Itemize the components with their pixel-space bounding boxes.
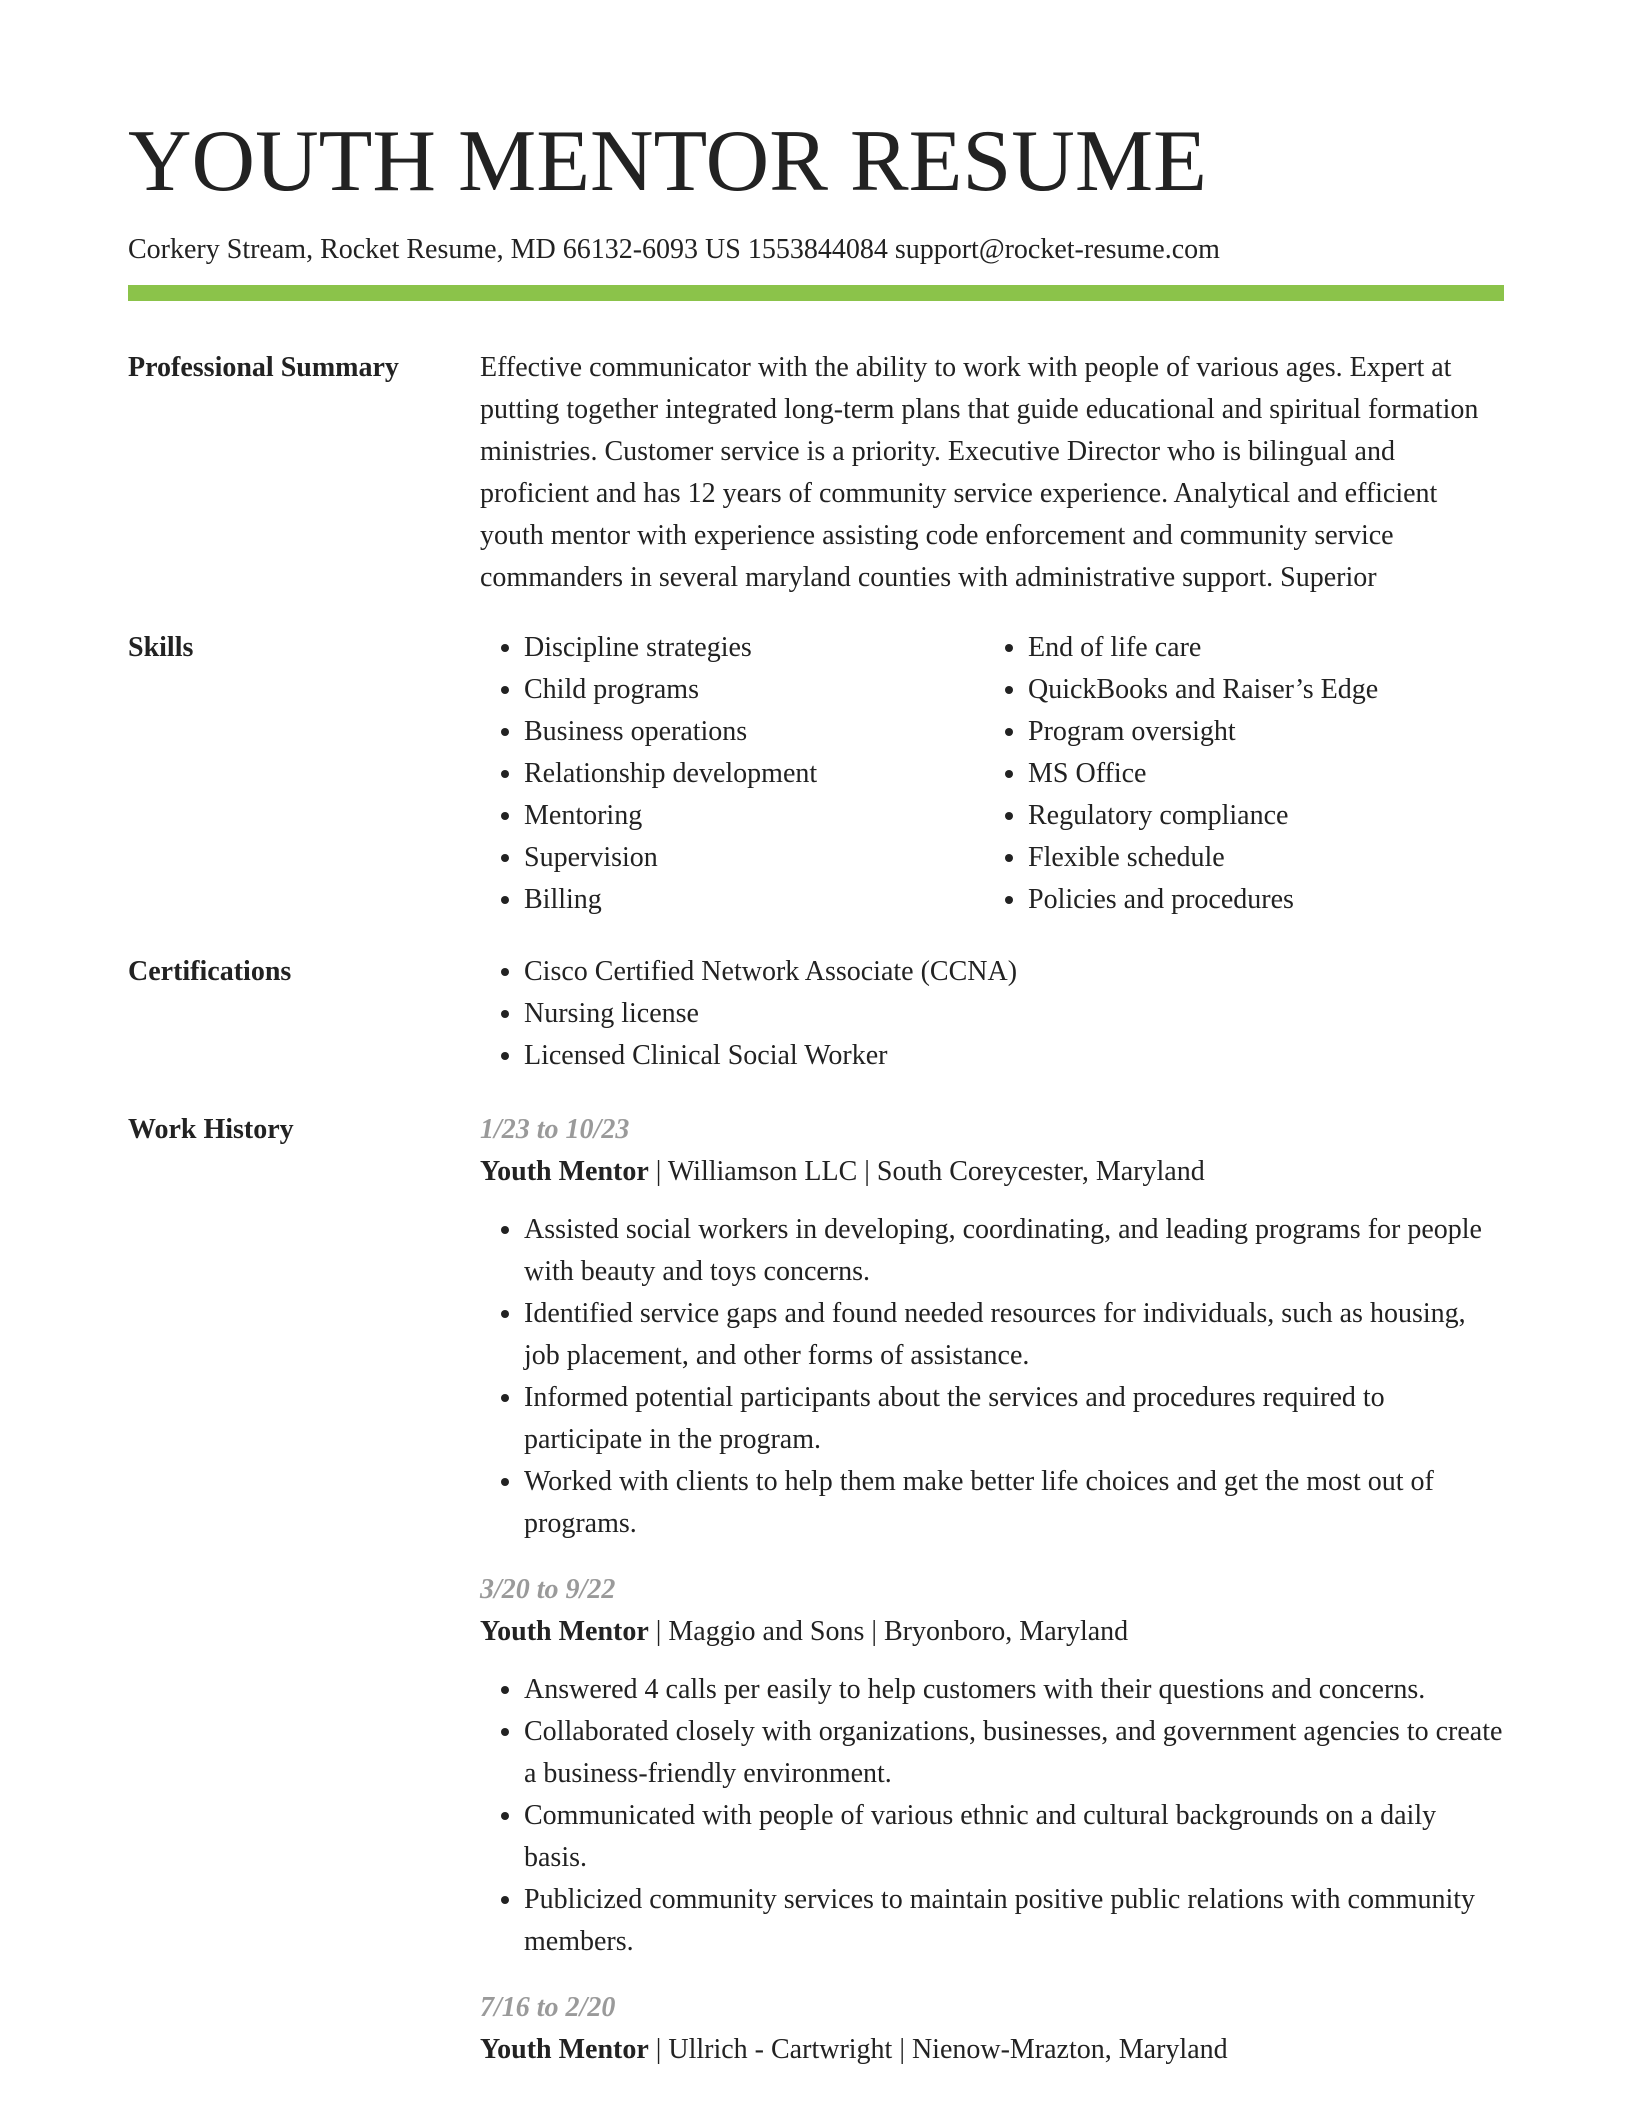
- job-company: Williamson LLC: [667, 1156, 858, 1187]
- header-divider: [128, 285, 1504, 301]
- skill-item: • Regulatory compliance: [1028, 795, 1488, 837]
- skill-item: • MS Office: [1028, 753, 1488, 795]
- job-company: Maggio and Sons: [668, 1616, 865, 1647]
- job-title: Youth Mentor: [480, 1156, 649, 1187]
- contact-line: Corkery Stream, Rocket Resume, MD 66132-6093 US 1553844084 support@rocket-resume.com: [128, 234, 1220, 265]
- summary-text: Effective communicator with the ability to work with people of various ages. Expert at putting together integrated long-term plans that guide educational and spiritual formation ministries. Customer service is a priority. Executive Director who is bilingual and proficient and has 12 years of community service experience. Analytical and efficient youth mentor with experience assisting code enforcement and community service commanders in several maryland counties with administrative support. Superior: [480, 352, 1479, 593]
- skills-heading: Skills: [128, 632, 194, 663]
- job-separator: |: [864, 1616, 884, 1647]
- job-location: Bryonboro, Maryland: [883, 1616, 1129, 1647]
- job-title: Youth Mentor: [480, 1616, 649, 1647]
- job-separator: |: [648, 1156, 668, 1187]
- job-dates: 1/23 to 10/23: [480, 1114, 630, 1145]
- job-separator: |: [648, 2034, 669, 2065]
- skills-list-right: [984, 627, 1488, 921]
- job-duty: • Communicated with people of various ethnic and cultural backgrounds on a daily basis.: [524, 1795, 1504, 1879]
- job-title: Youth Mentor: [480, 2034, 649, 2065]
- skill-item: • Flexible schedule: [1028, 837, 1488, 879]
- summary-heading: Professional Summary: [128, 352, 399, 383]
- job-entry: [480, 1987, 1504, 2071]
- job-company: Ullrich - Cartwright: [668, 2034, 893, 2065]
- skill-item: • Policies and procedures: [1028, 879, 1488, 921]
- job-duty: • Worked with clients to help them make better life choices and get the most out of programs.: [524, 1461, 1504, 1545]
- skill-item: • Mentoring: [524, 795, 984, 837]
- certification-item: • Nursing license: [524, 993, 1504, 1035]
- job-header: [480, 1151, 1504, 1193]
- job-duty: • Answered 4 calls per easily to help customers with their questions and concerns.: [524, 1669, 1504, 1711]
- work-history-heading: Work History: [128, 1114, 294, 1145]
- skill-item: • End of life care: [1028, 627, 1488, 669]
- job-duty: • Publicized community services to maintain positive public relations with community members.: [524, 1879, 1504, 1963]
- job-duty: • Collaborated closely with organizations, businesses, and government agencies to create a business-friendly environment.: [524, 1711, 1504, 1795]
- skill-item: • Discipline strategies: [524, 627, 984, 669]
- job-separator: |: [857, 1156, 877, 1187]
- job-separator: |: [892, 2034, 912, 2065]
- job-dates: 3/20 to 9/22: [480, 1574, 616, 1605]
- job-header: [480, 1611, 1504, 1653]
- skill-item: • Supervision: [524, 837, 984, 879]
- skill-item: • Program oversight: [1028, 711, 1488, 753]
- resume-title: YOUTH MENTOR RESUME: [128, 113, 1207, 210]
- skill-item: • QuickBooks and Raiser’s Edge: [1028, 669, 1488, 711]
- skill-item: • Child programs: [524, 669, 984, 711]
- job-location: South Coreycester, Maryland: [876, 1156, 1205, 1187]
- certification-item: • Cisco Certified Network Associate (CCNA): [524, 951, 1504, 993]
- skills-list-left: [480, 627, 984, 921]
- job-duty: • Informed potential participants about the services and procedures required to participate in the program.: [524, 1377, 1504, 1461]
- skill-item: • Billing: [524, 879, 984, 921]
- skill-item: • Business operations: [524, 711, 984, 753]
- job-entry: [480, 1109, 1504, 1545]
- job-duty: • Assisted social workers in developing, coordinating, and leading programs for people with beauty and toys concerns.: [524, 1209, 1504, 1293]
- job-entry: [480, 1569, 1504, 1963]
- job-separator: |: [648, 1616, 669, 1647]
- skill-item: • Relationship development: [524, 753, 984, 795]
- certifications-list: [480, 951, 1504, 1077]
- job-dates: 7/16 to 2/20: [480, 1992, 616, 2023]
- certification-item: • Licensed Clinical Social Worker: [524, 1035, 1504, 1077]
- job-header: [480, 2029, 1504, 2071]
- certifications-heading: Certifications: [128, 956, 292, 987]
- job-location: Nienow-Mrazton, Maryland: [911, 2034, 1228, 2065]
- job-duties: [480, 1669, 1504, 1963]
- job-duty: • Identified service gaps and found needed resources for individuals, such as housing, job placement, and other forms of assistance.: [524, 1293, 1504, 1377]
- job-duties: [480, 1209, 1504, 1545]
